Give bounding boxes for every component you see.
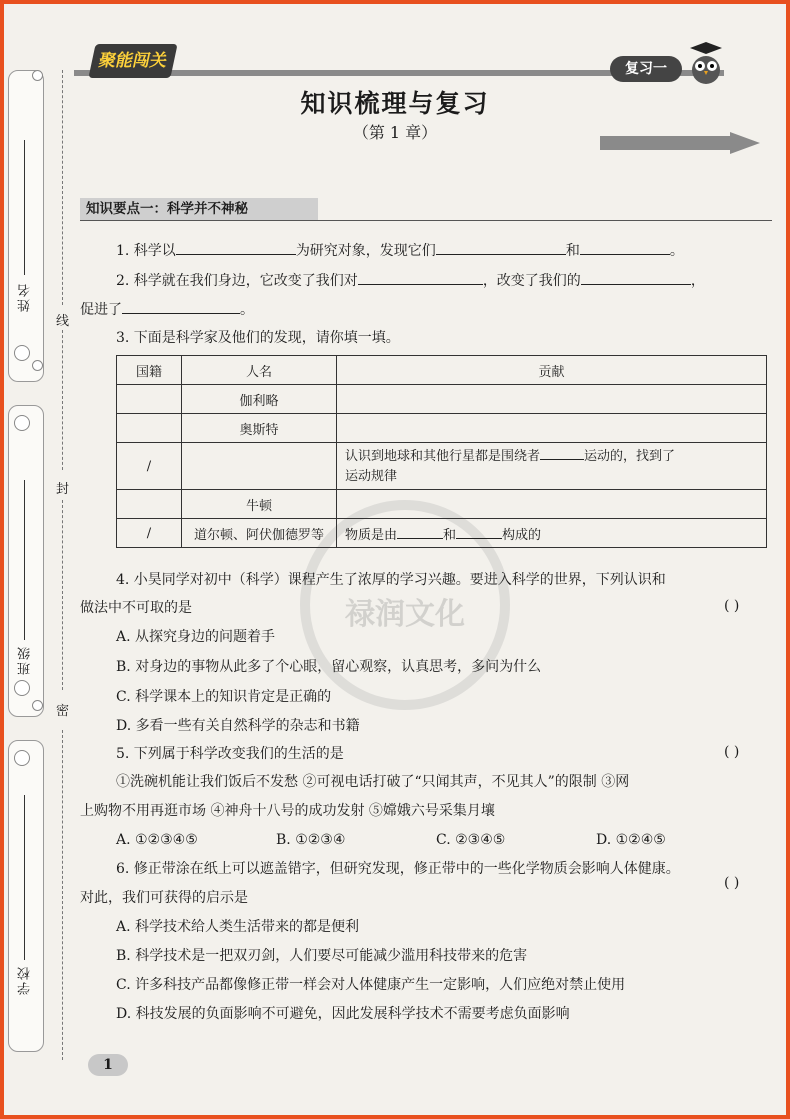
question-4-line1: 4. 小昊同学对初中（科学）课程产生了浓厚的学习兴趣。要进入科学的世界，下列认识和 xyxy=(116,572,666,588)
question-3: 3. 下面是科学家及他们的发现，请你填一填。 xyxy=(116,330,400,346)
page-number: 1 xyxy=(88,1054,128,1076)
q5-option-c[interactable]: C. ②③④⑤ xyxy=(436,832,506,848)
page-title: 知识梳理与复习 xyxy=(300,89,490,118)
section-divider xyxy=(80,220,772,221)
table-cell-input[interactable] xyxy=(337,385,767,414)
table-cell-input[interactable] xyxy=(337,414,767,443)
table-row xyxy=(117,385,767,414)
q6-option-a[interactable]: A. 科学技术给人类生活带来的都是便利 xyxy=(116,919,360,935)
hole-circle xyxy=(32,70,43,81)
cut-word: 线 xyxy=(56,314,70,329)
q5-option-a[interactable]: A. ①②③④⑤ xyxy=(116,832,198,848)
table-cell: 伽利略 xyxy=(182,385,337,414)
q4-option-c[interactable]: C. 科学课本上的知识肯定是正确的 xyxy=(116,689,332,705)
table-row xyxy=(117,519,767,548)
cut-line xyxy=(62,500,63,690)
hole-circle xyxy=(32,700,43,711)
school-label: 学校 xyxy=(18,965,33,995)
q4-option-a[interactable]: A. 从探究身边的问题着手 xyxy=(116,629,276,645)
page-subtitle: （第 1 章） xyxy=(352,123,438,142)
scientist-table xyxy=(116,355,767,548)
table-cell-input[interactable] xyxy=(182,443,337,490)
watermark: 禄润文化 xyxy=(300,500,510,710)
cut-line xyxy=(62,730,63,1060)
hole-circle xyxy=(14,680,30,696)
q4-option-d[interactable]: D. 多看一些有关自然科学的杂志和书籍 xyxy=(116,718,360,734)
table-row xyxy=(117,490,767,519)
table-header: 人名 xyxy=(182,356,337,385)
hole-circle xyxy=(14,750,30,766)
school-line xyxy=(24,795,25,960)
table-header: 贡献 xyxy=(337,356,767,385)
question-5-line2: 上购物不用再逛市场 ④神舟十八号的成功发射 ⑤嫦娥六号采集月壤 xyxy=(80,803,495,819)
table-row xyxy=(117,414,767,443)
logo: 聚能闯关 xyxy=(88,44,177,78)
table-cell: / xyxy=(117,519,182,548)
question-5-stem: 5. 下列属于科学改变我们的生活的是 xyxy=(116,746,344,762)
hole-circle xyxy=(14,415,30,431)
binding-strip xyxy=(6,60,56,1100)
question-2-line2: 促进了 。 xyxy=(80,299,254,319)
table-cell-input[interactable] xyxy=(117,385,182,414)
hole-circle xyxy=(14,345,30,361)
school-box xyxy=(8,740,44,1052)
table-cell-input[interactable] xyxy=(117,490,182,519)
name-label: 姓名 xyxy=(18,282,33,312)
class-label: 班级 xyxy=(18,645,33,675)
question-2-line1: 2. 科学就在我们身边，它改变了我们对 ，改变了我们的 ， xyxy=(116,270,705,290)
owl-mascot-icon xyxy=(686,40,726,86)
q5-option-d[interactable]: D. ①②④⑤ xyxy=(596,832,666,848)
cut-word: 封 xyxy=(56,482,70,497)
table-row xyxy=(117,443,767,490)
table-cell: 认识到地球和其他行星都是围绕者 运动的，找到了 运动规律 xyxy=(337,443,767,490)
answer-paren[interactable]: ( ) xyxy=(724,744,740,760)
table-cell: 物质是由 和 构成的 xyxy=(337,519,767,548)
table-header: 国籍 xyxy=(117,356,182,385)
q4-option-b[interactable]: B. 对身边的事物从此多了个心眼，留心观察，认真思考，多问为什么 xyxy=(116,659,542,675)
table-cell-input[interactable] xyxy=(117,414,182,443)
q6-option-c[interactable]: C. 许多科技产品都像修正带一样会对人体健康产生一定影响，人们应绝对禁止使用 xyxy=(116,977,626,993)
section-header: 知识要点一：科学并不神秘 xyxy=(80,198,318,220)
table-cell: 奥斯特 xyxy=(182,414,337,443)
header-arrow-icon xyxy=(600,132,760,154)
question-6-line2: 对此，我们可获得的启示是 xyxy=(80,890,248,906)
review-badge: 复习一 xyxy=(610,56,682,82)
question-1: 1. 科学以 为研究对象，发现它们 和 。 xyxy=(116,240,684,260)
table-cell: 道尔顿、阿伏伽德罗等 xyxy=(182,519,337,548)
name-line xyxy=(24,140,25,275)
class-line xyxy=(24,480,25,640)
question-6-line1: 6. 修正带涂在纸上可以遮盖错字，但研究发现，修正带中的一些化学物质会影响人体健康。 xyxy=(116,861,680,877)
cut-word: 密 xyxy=(56,704,70,719)
hole-circle xyxy=(32,360,43,371)
q5-option-b[interactable]: B. ①②③④ xyxy=(276,832,346,848)
answer-paren[interactable]: ( ) xyxy=(724,875,740,891)
cut-line xyxy=(62,330,63,470)
table-cell: 牛顿 xyxy=(182,490,337,519)
question-5-line1: ①洗碗机能让我们饭后不发愁 ②可视电话打破了“只闻其声，不见其人”的限制 ③网 xyxy=(116,774,630,790)
q6-option-d[interactable]: D. 科技发展的负面影响不可避免，因此发展科学技术不需要考虑负面影响 xyxy=(116,1006,570,1022)
table-cell: / xyxy=(117,443,182,490)
question-4-line2: 做法中不可取的是 xyxy=(80,600,192,616)
table-cell-input[interactable] xyxy=(337,490,767,519)
table-header-row xyxy=(117,356,767,385)
answer-paren[interactable]: ( ) xyxy=(724,598,740,614)
q6-option-b[interactable]: B. 科学技术是一把双刃剑，人们要尽可能减少滥用科技带来的危害 xyxy=(116,948,528,964)
